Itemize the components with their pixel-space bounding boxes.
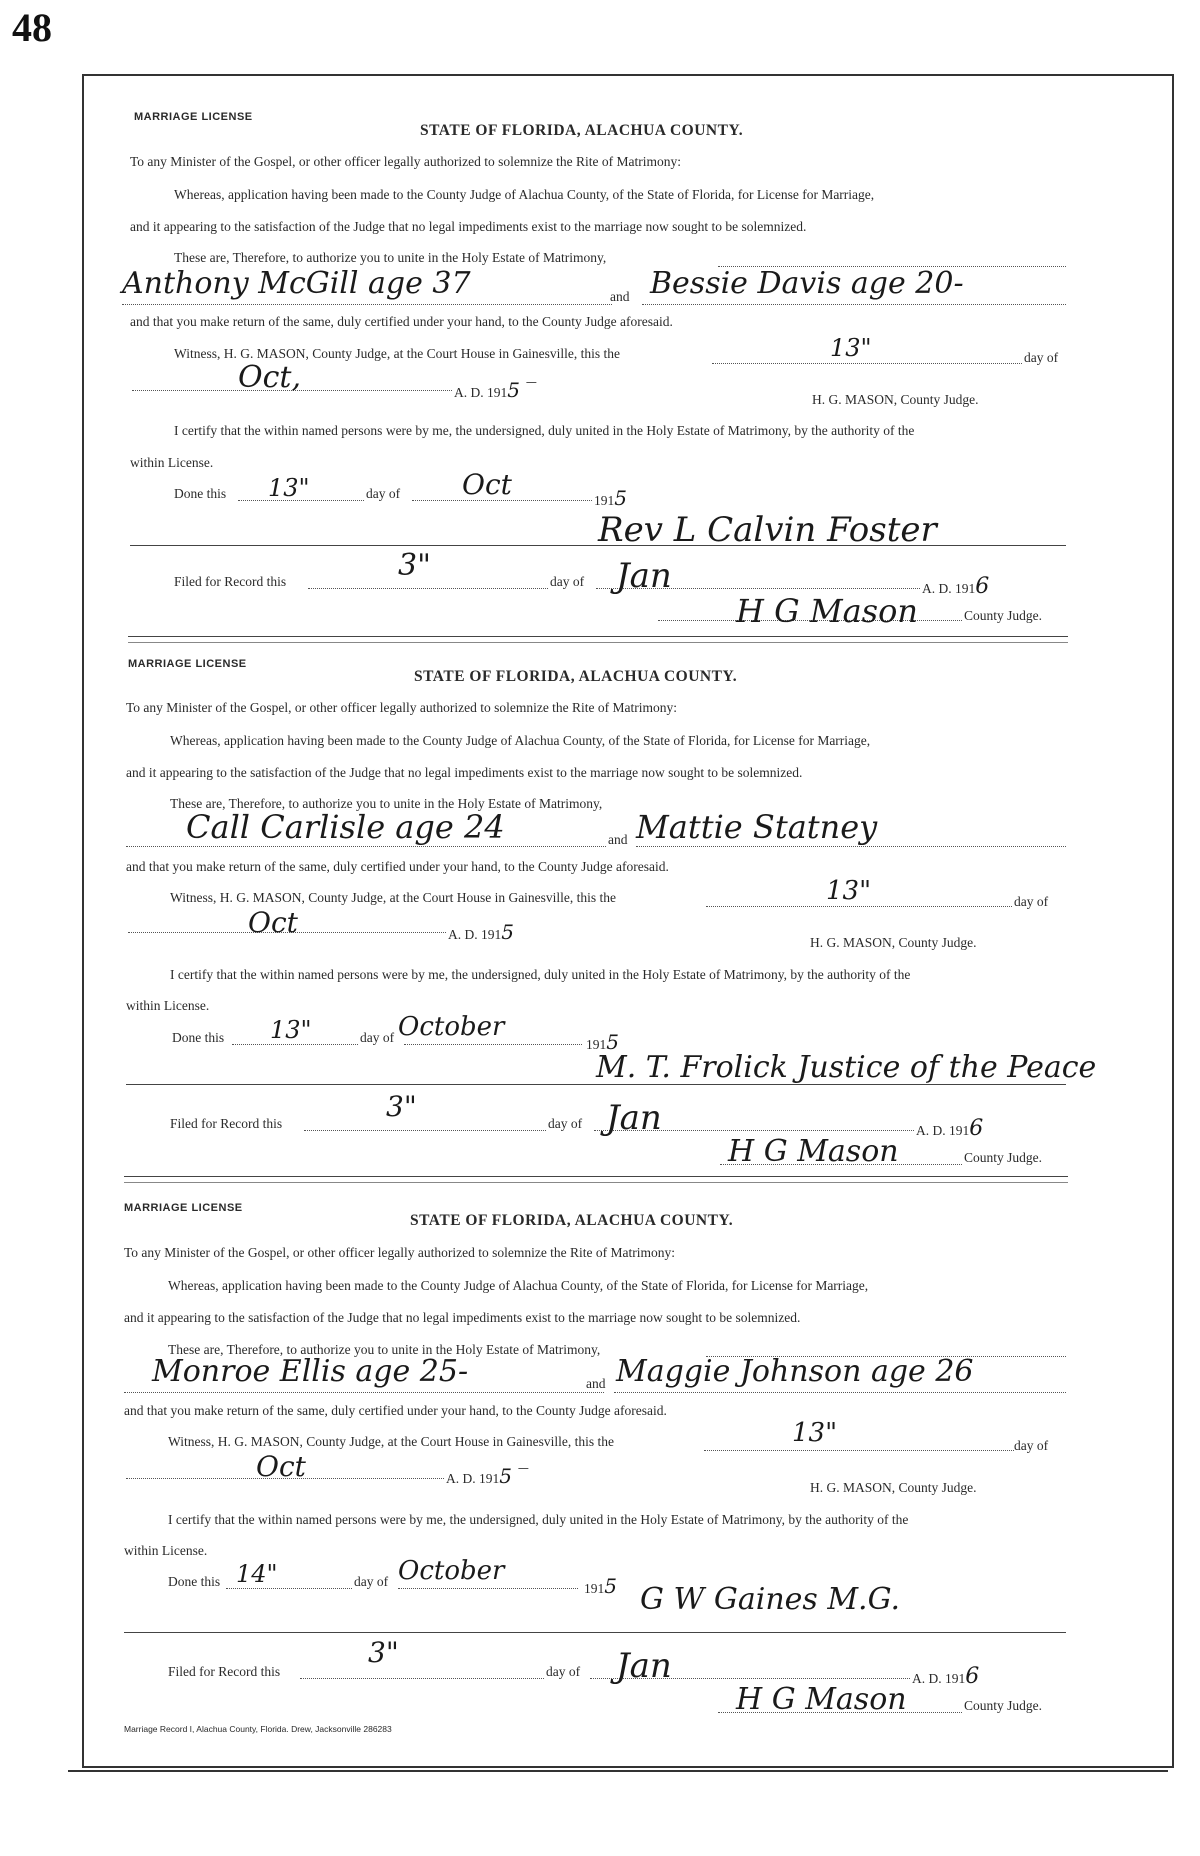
bride-name: Mattie Statney [636,808,878,846]
license-heading: STATE OF FLORIDA, ALACHUA COUNTY. [420,122,744,139]
certify-text: I certify that the within named persons were by me, the undersigned, duly united in the Holy Estate of Matrimony, by the authority of the [168,1512,909,1527]
divider-line [124,1176,1068,1177]
page-number: 48 [12,5,52,50]
witness-month: Oct, [238,360,301,395]
done-day: 14" [236,1560,278,1588]
filed-year: A. D. 1916 [916,1116,984,1141]
dotted-line [232,1044,358,1045]
done-year: 1915 [586,1030,619,1054]
return-text: and that you make return of the same, duly certified under your hand, to the County Judge aforesaid. [124,1403,667,1418]
filed-judge-signature: H G Mason [728,1134,899,1169]
divider-line [128,636,1068,637]
dotted-line [304,1130,546,1131]
page-border-bottom [68,1770,1168,1772]
day-of-text: day of [548,1116,583,1131]
dotted-line [126,846,606,847]
whereas-text: Whereas, application having been made to the County Judge of Alachua County, of the State of Florida, for License for Marriage, [170,733,871,748]
divider-line [124,1182,1068,1183]
dotted-line [308,588,548,589]
done-day: 13" [270,1016,312,1044]
day-of-text: day of [1024,350,1059,365]
county-judge-text: County Judge. [964,608,1043,623]
officiant-signature: G W Gaines M.G. [640,1582,901,1617]
divider-line [128,642,1068,643]
whereas-text: Whereas, application having been made to the County Judge of Alachua County, of the State of Florida, for License for Marriage, [174,187,875,202]
appearing-text: and it appearing to the satisfaction of the Judge that no legal impediments exist to the marriage now sought to be solemnized. [126,765,803,780]
certify-text: I certify that the within named persons were by me, the undersigned, duly united in the Holy Estate of Matrimony, by the authority of the [170,967,911,982]
filed-day: 3" [398,548,431,583]
day-of-text: day of [1014,894,1049,909]
dotted-line [398,1588,578,1589]
return-text: and that you make return of the same, duly certified under your hand, to the County Judge aforesaid. [130,314,673,329]
dotted-line [226,1588,352,1589]
county-judge-text: County Judge. [964,1150,1043,1165]
filed-year: A. D. 1916 [922,574,990,599]
within-license-text: within License. [126,998,210,1013]
done-year: 1915 [594,486,627,510]
filed-day: 3" [386,1090,417,1123]
within-license-text: within License. [124,1543,208,1558]
appearing-text: and it appearing to the satisfaction of the Judge that no legal impediments exist to the marriage now sought to be solemnized. [130,219,807,234]
day-of-text: day of [366,486,401,501]
footer-imprint: Marriage Record I, Alachua County, Florida. Drew, Jacksonville 286283 [124,1724,392,1734]
bride-name: Maggie Johnson age 26 [616,1354,974,1389]
witness-month: Oct [248,906,298,939]
done-this-text: Done this [168,1574,221,1589]
dotted-line [636,846,1066,847]
groom-name: Monroe Ellis age 25- [152,1354,469,1389]
license-heading: STATE OF FLORIDA, ALACHUA COUNTY. [410,1212,734,1229]
filed-text: Filed for Record this [174,574,287,589]
license-heading-small: MARRIAGE LICENSE [124,1202,243,1214]
filed-year: A. D. 1916 [912,1664,980,1689]
filed-judge-signature: H G Mason [736,592,918,630]
return-text: and that you make return of the same, duly certified under your hand, to the County Judge aforesaid. [126,859,669,874]
dotted-line [706,906,1012,907]
ad-text: A. D. 1915 [448,920,514,944]
and-text: and [586,1376,606,1391]
day-of-text: day of [550,574,585,589]
done-this-text: Done this [174,486,227,501]
whereas-text: Whereas, application having been made to the County Judge of Alachua County, of the State of Florida, for License for Marriage, [168,1278,869,1293]
done-year: 1915 [584,1574,617,1598]
officiant-signature: Rev L Calvin Foster [598,510,937,550]
dotted-line [300,1678,544,1679]
dotted-line [122,304,612,305]
authorize-text: These are, Therefore, to authorize you to unite in the Holy Estate of Matrimony, [174,250,607,265]
divider-line [126,1084,1066,1085]
license-heading-small: MARRIAGE LICENSE [128,658,247,670]
license-heading-small: MARRIAGE LICENSE [134,111,253,123]
authorize-text: These are, Therefore, to authorize you to unite in the Holy Estate of Matrimony, [170,796,603,811]
witness-text: Witness, H. G. MASON, County Judge, at the Court House in Gainesville, this the [168,1434,615,1449]
done-month: Oct [462,468,512,501]
license-heading: STATE OF FLORIDA, ALACHUA COUNTY. [414,668,738,685]
divider-line [124,1632,1066,1633]
and-text: and [610,289,630,304]
day-of-text: day of [360,1030,395,1045]
witness-text: Witness, H. G. MASON, County Judge, at the Court House in Gainesville, this the [174,346,621,361]
witness-day: 13" [792,1418,838,1448]
done-this-text: Done this [172,1030,225,1045]
officiant-signature: M. T. Frolick Justice of the Peace [596,1050,1097,1085]
certify-text: I certify that the within named persons were by me, the undersigned, duly united in the Holy Estate of Matrimony, by the authority of the [174,423,915,438]
witness-day: 13" [826,876,872,906]
filed-day: 3" [368,1636,399,1669]
filed-text: Filed for Record this [168,1664,281,1679]
filed-judge-signature: H G Mason [736,1682,907,1717]
dotted-line [642,304,1066,305]
county-judge-text: County Judge. [964,1698,1043,1713]
to-minister-text: To any Minister of the Gospel, or other officer legally authorized to solemnize the Rite of Matrimony: [130,154,682,169]
done-month: October [398,1012,505,1042]
filed-month: Jan [616,556,672,596]
witness-day: 13" [830,334,872,362]
judge-signature-text: H. G. MASON, County Judge. [812,392,979,407]
ad-text: A. D. 1915 ‾ [446,1464,529,1488]
dotted-line [712,363,1022,364]
done-month: October [398,1556,505,1586]
day-of-text: day of [354,1574,389,1589]
day-of-text: day of [1014,1438,1049,1453]
day-of-text: day of [546,1664,581,1679]
dotted-line [704,1450,1014,1451]
and-text: and [608,832,628,847]
dotted-line [124,1392,604,1393]
to-minister-text: To any Minister of the Gospel, or other officer legally authorized to solemnize the Rite of Matrimony: [124,1245,676,1260]
authorize-text: These are, Therefore, to authorize you to unite in the Holy Estate of Matrimony, [168,1342,601,1357]
done-day: 13" [268,474,310,502]
judge-signature-text: H. G. MASON, County Judge. [810,1480,977,1495]
groom-name: Call Carlisle age 24 [186,808,505,846]
ad-text: A. D. 1915 ‾ [454,378,537,402]
bride-name: Bessie Davis age 20- [650,266,964,301]
witness-month: Oct [256,1450,306,1483]
judge-signature-text: H. G. MASON, County Judge. [810,935,977,950]
to-minister-text: To any Minister of the Gospel, or other officer legally authorized to solemnize the Rite of Matrimony: [126,700,678,715]
dotted-line [404,1044,582,1045]
appearing-text: and it appearing to the satisfaction of the Judge that no legal impediments exist to the marriage now sought to be solemnized. [124,1310,801,1325]
divider-line [130,545,1066,546]
groom-name: Anthony McGill age 37 [122,266,471,301]
witness-text: Witness, H. G. MASON, County Judge, at the Court House in Gainesville, this the [170,890,617,905]
dotted-line [614,1392,1066,1393]
filed-text: Filed for Record this [170,1116,283,1131]
within-license-text: within License. [130,455,214,470]
filed-month: Jan [616,1646,672,1686]
filed-month: Jan [606,1098,662,1138]
